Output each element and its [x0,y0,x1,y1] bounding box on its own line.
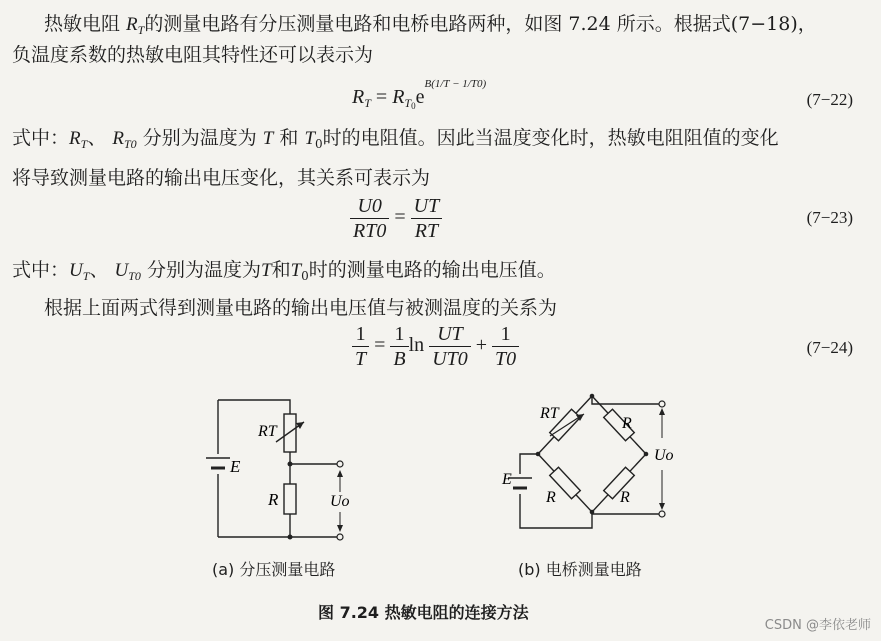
numerator: 1 [492,322,519,347]
label-r-bottom-left: R [546,489,556,506]
caption-b: (b) 电桥测量电路 [518,560,642,579]
math-sub: T [80,137,88,151]
fraction [352,322,369,371]
label-rt: RT [540,405,559,422]
numerator: UT [429,322,471,347]
label-r-top-right: R [622,415,632,432]
label-uo: Uo [330,493,350,510]
text-span: 时的电阻值。因此当温度变化时，热敏电阻阻值的变化 [322,127,779,149]
equation-7-24 [352,322,519,371]
equation-number: (7−22) [806,90,853,109]
para1-line1 [44,12,817,42]
math-var: T [290,260,302,281]
equation-number: (7−23) [806,208,853,227]
math-sub: T [404,96,412,110]
math-var: R [112,128,124,149]
numerator: 1 [352,322,369,347]
text-span: 和 [273,127,305,149]
text-span: 式中： [12,259,70,281]
label-rt: RT [258,423,277,440]
caption-a: (a) 分压测量电路 [212,560,336,579]
plus-sign: + [475,334,488,357]
math-var: R [352,86,365,108]
equals-sign: = [394,206,406,229]
fraction [411,194,443,243]
math-var: R [392,86,405,108]
label-r: R [268,490,279,509]
text-span: 时的测量电路的输出电压值。 [308,259,556,281]
text-span: 分别为温度为 [142,127,263,149]
label-e: E [502,471,512,488]
math-e: e [415,86,425,108]
math-var: R [126,14,138,35]
math-sub: T0 [128,269,141,283]
para1-line2: 负温度系数的热敏电阻其特性还可以表示为 [12,44,374,66]
equals-sign: = [375,86,388,108]
figure-b-bridge-circuit [500,386,690,546]
watermark: CSDN @李依老师 [764,618,871,633]
math-exponent: B(1/T − 1/T0) [424,78,487,90]
label-e: E [230,457,241,476]
para3-line [12,258,556,288]
para2-line2: 将导致测量电路的输出电压变化，其关系可表示为 [12,167,431,189]
para4-line: 根据上面两式得到测量电路的输出电压值与被测温度的关系为 [44,297,558,319]
para2-line1 [12,126,779,156]
denominator: RT0 [353,220,387,242]
denominator: T [355,348,367,370]
math-sub: 0 [411,101,416,111]
fraction [492,322,519,371]
equation-7-22 [352,78,487,111]
fraction [390,322,408,371]
math-ln: ln [408,334,425,357]
numerator: 1 [390,322,408,347]
text-span: 的测量电路有分压测量电路和电桥电路两种，如图 7.24 所示。根据式(7−18)， [144,13,817,35]
figure-title: 图 7.24 热敏电阻的连接方法 [318,603,529,622]
math-var: T [304,128,316,149]
text-span: 分别为温度为 [146,259,261,281]
math-var: R [69,128,81,149]
math-var: T [262,128,274,149]
math-sub: T0 [123,137,137,151]
math-sub: 0 [315,137,323,151]
math-sub: 0 [301,269,309,283]
numerator: U0 [350,194,389,219]
denominator: RT [414,220,439,242]
denominator: B [393,348,406,370]
equation-7-23 [350,194,442,243]
math-sub: T [82,269,90,283]
equation-number: (7−24) [806,338,853,357]
math-sub: T [137,23,145,37]
text-span: 、 [89,259,109,281]
math-var: U [69,260,83,281]
denominator: T0 [495,348,517,370]
text-span: 、 [87,127,107,149]
numerator: UT [411,194,443,219]
denominator: UT0 [432,348,468,370]
label-r-bottom-right: R [620,489,630,506]
text-span: 热敏电阻 [44,13,127,35]
figure-a-divider-circuit [200,392,370,547]
text-span: 式中： [12,127,70,149]
text-span: 和 [271,259,291,281]
label-uo: Uo [654,447,674,464]
math-var: U [114,260,129,281]
math-var: T [260,260,272,281]
fraction [350,194,389,243]
equals-sign: = [374,334,386,357]
fraction [429,322,471,371]
math-sub: T [364,96,371,110]
